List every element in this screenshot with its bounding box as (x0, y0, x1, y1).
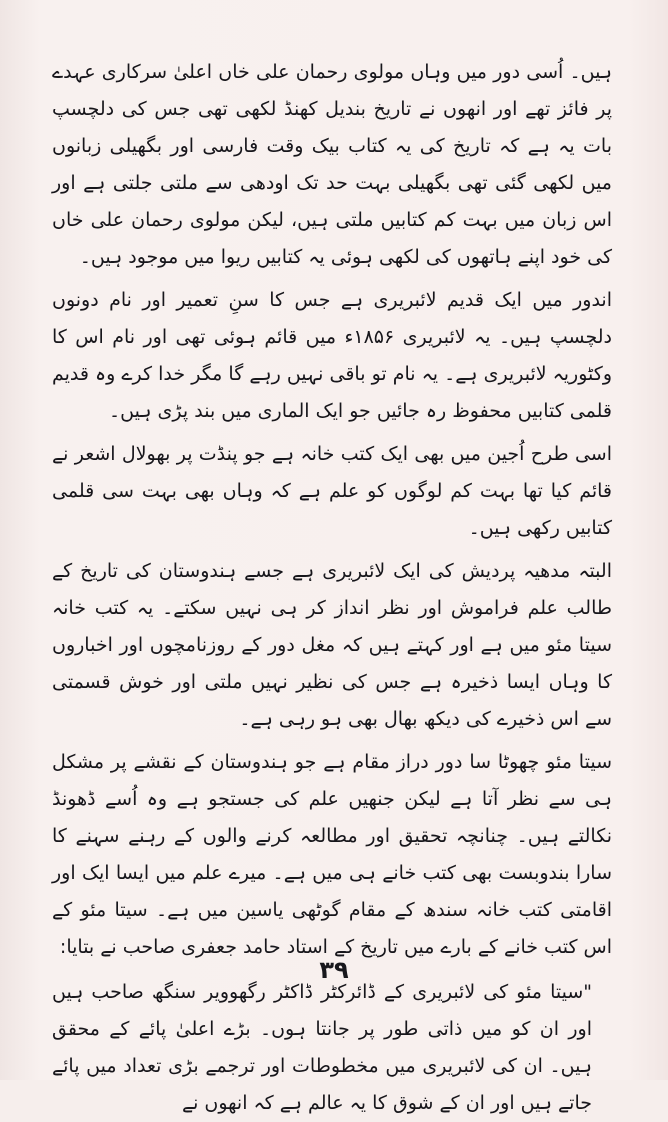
paragraph-sitamau: سیتا مئو چھوٹا سا دور دراز مقام ہے جو ہندوستان کے نقشے پر مشکل ہی سے نظر آتا ہے لیکن جنھیں علم کی جستجو ہے وہ اُسے ڈھونڈ نکالتے ہیں۔ چنانچہ تحقیق اور مطالعہ کرنے والوں کے رہنے سہنے کا سارا بندوبست بھی کتب خانے ہی میں ہے۔ میرے علم میں ایسا ایک اور اقامتی کتب خانہ سندھ کے مقام گوٹھی یاسین میں ہے۔ سیتا مئو کے اس کتب خانے کے بارے میں تاریخ کے استاد حامد جعفری صاحب نے بتایا: (52, 751, 612, 958)
paragraph-madhya-pradesh-library: البتہ مدھیہ پردیش کی ایک لائبریری ہے جسے ہندوستان کی تاریخ کے طالب علم فراموش اور نظر انداز کر ہی نہیں سکتے۔ یہ کتب خانہ سیتا مئو میں ہے اور کہتے ہیں کہ مغل دور کے روزنامچوں اور اخباروں کا وہاں ایسا ذخیرہ ہے جس کی نظیر نہیں ملتی اور خوش قسمتی سے اس ذخیرے کی دیکھ بھال بھی ہو رہی ہے۔ (52, 560, 612, 730)
quoted-paragraph: "سیتا مئو کی لائبریری کے ڈائرکٹر ڈاکٹر رگھوویر سنگھ صاحب ہیں اور ان کو میں ذاتی طور پر جانتا ہوں۔ بڑے اعلیٰ پائے کے محقق ہیں۔ ان کی لائبریری میں مخطوطات اور ترجمے بڑی تعداد میں پائے جاتے ہیں اور ان کے شوق کا یہ عالم ہے کہ انھوں نے (52, 981, 592, 1114)
paragraph-victoria-library: اندور میں ایک قدیم لائبریری ہے جس کا سنِ تعمیر اور نام دونوں دلچسپ ہیں۔ یہ لائبریری ۱۸۵۶ء میں قائم ہوئی تھی اور نام اس کا وکٹوریہ لائبریری ہے۔ یہ نام تو باقی نہیں رہے گا مگر خدا کرے وہ قدیم قلمی کتابیں محفوظ رہ جائیں جو ایک الماری میں بند پڑی ہیں۔ (52, 289, 612, 422)
paragraph-rehman-ali-khan: ہیں۔ اُسی دور میں وہاں مولوی رحمان علی خاں اعلیٰ سرکاری عہدے پر فائز تھے اور انھوں نے تاریخ بندیل کھنڈ لکھی تھی جس کی دلچسپ بات یہ ہے کہ تاریخ کی یہ کتاب بیک وقت فارسی اور بگھیلی زبانوں میں لکھی گئی تھی بگھیلی بہت حد تک اودھی سے ملتی جلتی ہے اور اس زبان میں بہت کم کتابیں ملتی ہیں، لیکن مولوی رحمان علی خاں کی خود اپنے ہاتھوں کی لکھی ہوئی یہ کتابیں ریوا میں موجود ہیں۔ (52, 61, 612, 268)
paragraph-ujjain-library: اسی طرح اُجین میں بھی ایک کتب خانہ ہے جو پنڈت پر بھولال اشعر نے قائم کیا تھا بہت کم لوگوں کو علم ہے کہ وہاں بھی بہت سی قلمی کتابیں رکھی ہیں۔ (52, 443, 612, 539)
page-number: ۳۹ (319, 956, 349, 984)
